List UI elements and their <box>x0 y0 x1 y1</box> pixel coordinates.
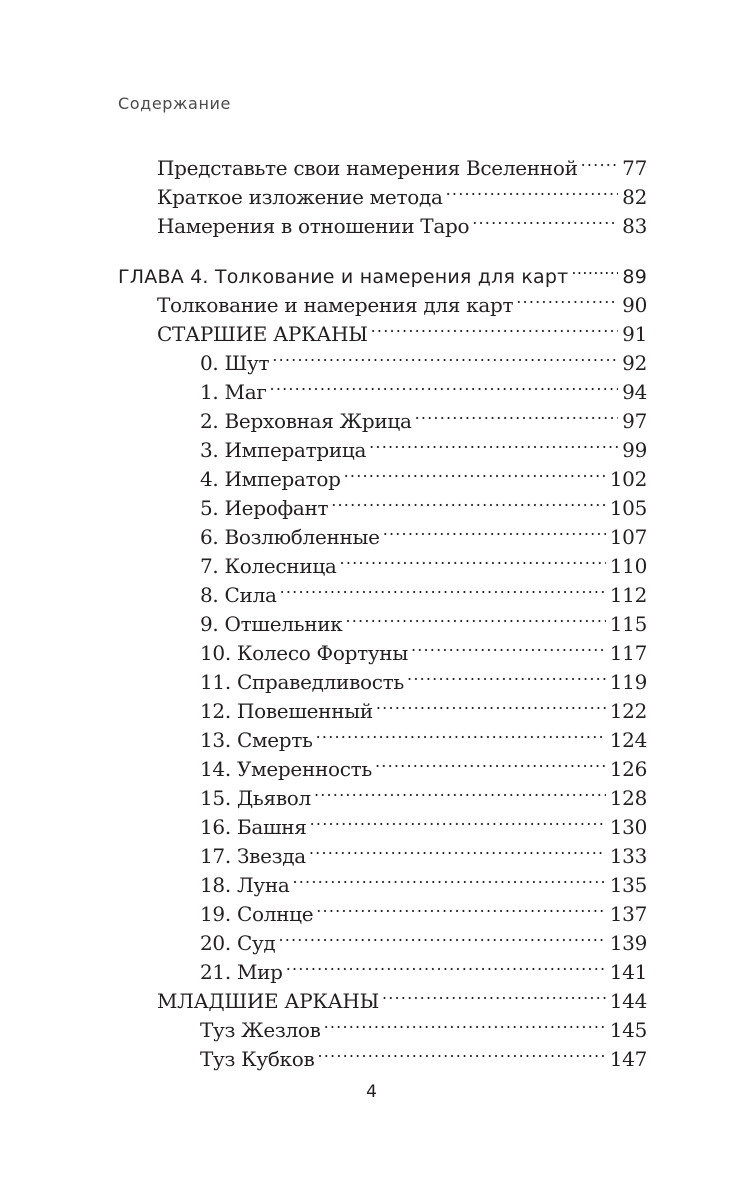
toc-subentry-title: 16. Башня <box>200 815 307 839</box>
dot-leader <box>407 660 606 689</box>
toc-subentry-title: 21. Мир <box>200 960 283 984</box>
dot-leader <box>415 399 619 428</box>
toc-entry-page: 112 <box>609 583 647 607</box>
toc-entry-page: 97 <box>622 409 647 433</box>
dot-leader <box>292 863 605 892</box>
toc-subentry[interactable] <box>200 1037 647 1071</box>
toc-entry-page: 141 <box>609 960 647 984</box>
dot-leader <box>317 1037 605 1066</box>
toc-chapter-entry[interactable] <box>118 254 647 288</box>
toc-subentry[interactable] <box>200 718 647 752</box>
dot-leader <box>324 1008 606 1037</box>
dot-leader <box>270 370 619 399</box>
toc-subentry-title: 6. Возлюбленные <box>200 525 380 549</box>
dot-leader <box>383 515 606 544</box>
toc-entry-page: 99 <box>622 438 647 462</box>
toc-subentry-title: 5. Иерофант <box>200 496 329 520</box>
dot-leader <box>369 428 618 457</box>
page-number: 4 <box>366 1082 377 1102</box>
dot-leader <box>446 175 619 204</box>
toc-subentry[interactable] <box>200 602 647 636</box>
toc-subentry-title: 13. Смерть <box>200 728 313 752</box>
toc-subentry[interactable] <box>200 892 647 926</box>
toc-entry-page: 145 <box>609 1018 647 1042</box>
toc-entry-page: 94 <box>622 380 647 404</box>
toc-entry-title: Толкование и намерения для карт <box>157 293 514 317</box>
toc-subentry-title: 8. Сила <box>200 583 277 607</box>
toc-entry[interactable] <box>157 146 647 180</box>
dot-leader <box>316 718 606 747</box>
toc-section-entry[interactable] <box>157 979 647 1013</box>
dot-leader <box>371 312 619 341</box>
toc-entry-page: 115 <box>609 612 647 636</box>
dot-leader <box>581 146 619 175</box>
toc-entry-page: 144 <box>609 989 647 1013</box>
toc-entry-page: 117 <box>609 641 647 665</box>
toc-entry-page: 110 <box>609 554 647 578</box>
dot-leader <box>382 979 606 1008</box>
toc-entry-page: 107 <box>609 525 647 549</box>
toc-subentry-title: Туз Кубков <box>200 1047 315 1071</box>
toc-entry-page: 124 <box>609 728 647 752</box>
toc-section-entry[interactable] <box>157 312 647 346</box>
toc-subentry-title: 18. Луна <box>200 873 290 897</box>
toc-entry-page: 130 <box>609 815 647 839</box>
dot-leader <box>376 689 606 718</box>
toc-entry[interactable] <box>157 175 647 209</box>
dot-leader <box>316 892 605 921</box>
toc-entry-page: 133 <box>609 844 647 868</box>
toc-entry[interactable] <box>157 204 647 238</box>
toc-subentry[interactable] <box>200 457 647 491</box>
toc-entry-page: 102 <box>609 467 647 491</box>
toc-entry[interactable] <box>157 283 647 317</box>
toc-section-title: МЛАДШИЕ АРКАНЫ <box>157 989 379 1013</box>
dot-leader <box>310 805 606 834</box>
toc-entry-page: 139 <box>609 931 647 955</box>
toc-entry-page: 126 <box>609 757 647 781</box>
toc-subentry[interactable] <box>200 515 647 549</box>
dot-leader <box>280 573 606 602</box>
toc-subentry[interactable] <box>200 1008 647 1042</box>
toc-subentry-title: 0. Шут <box>200 351 270 375</box>
toc-entry-page: 135 <box>609 873 647 897</box>
dot-leader <box>272 341 618 370</box>
dot-leader <box>571 254 618 283</box>
toc-subentry[interactable] <box>200 428 647 462</box>
toc-entry-page: 147 <box>609 1047 647 1071</box>
dot-leader <box>286 950 606 979</box>
dot-leader <box>344 457 606 486</box>
toc-subentry-title: 20. Суд <box>200 931 276 955</box>
toc-entry-page: 77 <box>622 156 647 180</box>
toc-subentry-title: 12. Повешенный <box>200 699 373 723</box>
running-head: Содержание <box>118 94 231 113</box>
toc-entry-page: 83 <box>622 214 647 238</box>
toc-subentry-title: 11. Справедливость <box>200 670 405 694</box>
toc-subentry-title: 3. Императрица <box>200 438 367 462</box>
toc-entry-title: Намерения в отношении Таро <box>157 214 470 238</box>
toc-entry-title: Краткое изложение метода <box>157 185 443 209</box>
toc-subentry-title: 2. Верховная Жрица <box>200 409 412 433</box>
toc-subentry[interactable] <box>200 776 647 810</box>
toc-entry-page: 90 <box>622 293 647 317</box>
toc-entry-page: 105 <box>609 496 647 520</box>
dot-leader <box>331 486 605 515</box>
toc-entry-title: Представьте свои намерения Вселенной <box>157 156 578 180</box>
toc-subentry[interactable] <box>200 805 647 839</box>
dot-leader <box>340 544 606 573</box>
toc-subentry[interactable] <box>200 399 647 433</box>
toc-entry-page: 91 <box>622 322 647 346</box>
toc-subentry[interactable] <box>200 834 647 868</box>
dot-leader <box>516 283 618 312</box>
dot-leader <box>314 776 606 805</box>
dot-leader <box>375 747 606 776</box>
toc-entry-page: 119 <box>609 670 647 694</box>
toc-subentry-title: 9. Отшельник <box>200 612 343 636</box>
toc-subentry-title: 10. Колесо Фортуны <box>200 641 408 665</box>
dot-leader <box>472 204 618 233</box>
toc-subentry[interactable] <box>200 921 647 955</box>
toc-subentry[interactable] <box>200 660 647 694</box>
toc-subentry[interactable] <box>200 950 647 984</box>
toc-subentry[interactable] <box>200 689 647 723</box>
toc-subentry[interactable] <box>200 631 647 665</box>
toc-subentry[interactable] <box>200 544 647 578</box>
toc-subentry-title: 1. Маг <box>200 380 267 404</box>
toc-subentry[interactable] <box>200 863 647 897</box>
dot-leader <box>309 834 606 863</box>
toc-subentry-title: Туз Жезлов <box>200 1018 321 1042</box>
dot-leader <box>278 921 605 950</box>
toc-entry-page: 89 <box>622 266 647 288</box>
toc-entry-page: 82 <box>622 185 647 209</box>
toc-chapter-title: ГЛАВА 4. Толкование и намерения для карт <box>118 266 569 288</box>
toc-subentry[interactable] <box>200 341 647 375</box>
dot-leader <box>411 631 606 660</box>
toc-subentry[interactable] <box>200 573 647 607</box>
toc-entry-page: 137 <box>609 902 647 926</box>
toc-entry-page: 92 <box>622 351 647 375</box>
toc-subentry-title: 19. Солнце <box>200 902 314 926</box>
dot-leader <box>345 602 605 631</box>
toc-subentry-title: 4. Император <box>200 467 341 491</box>
toc-subentry-title: 17. Звезда <box>200 844 306 868</box>
toc-entry-page: 122 <box>609 699 647 723</box>
toc-subentry-title: 7. Колесница <box>200 554 337 578</box>
toc-entry-page: 128 <box>609 786 647 810</box>
toc-subentry[interactable] <box>200 747 647 781</box>
toc-subentry[interactable] <box>200 486 647 520</box>
toc-subentry-title: 14. Умеренность <box>200 757 373 781</box>
toc-subentry[interactable] <box>200 370 647 404</box>
toc-section-title: СТАРШИЕ АРКАНЫ <box>157 322 368 346</box>
toc-subentry-title: 15. Дьявол <box>200 786 311 810</box>
